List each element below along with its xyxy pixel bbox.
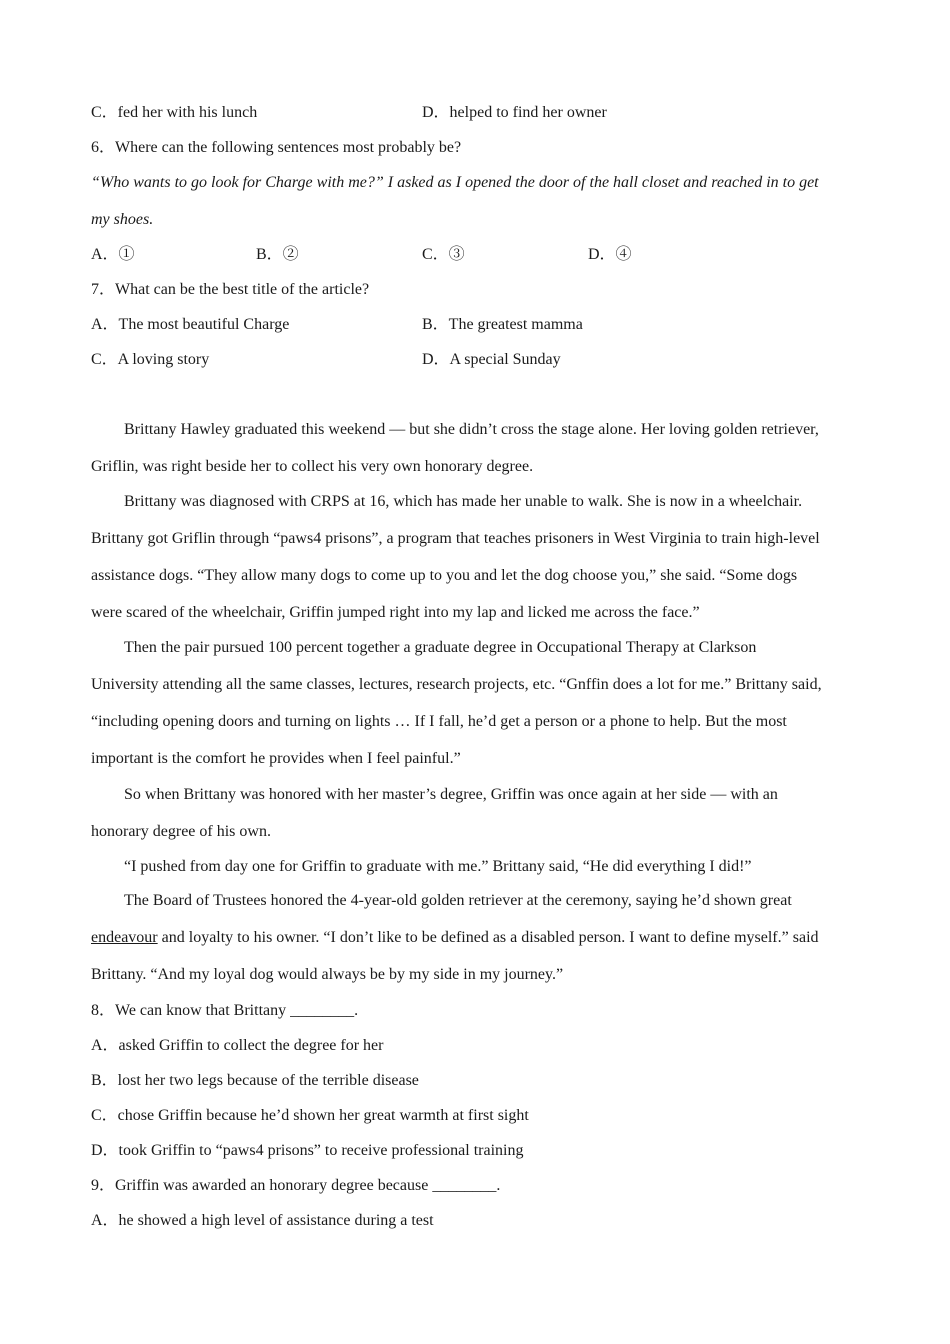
passage-p2-line-1: Brittany was diagnosed with CRPS at 16, which has made her unable to walk. She is now in a wheelchair.	[124, 493, 803, 510]
q5-option-d: D．helped to find her owner	[422, 104, 607, 121]
passage-p3-line-3: “including opening doors and turning on lights … If I fall, he’d get a person or a phone to help. But the most	[91, 713, 787, 730]
passage-p2-line-2: Brittany got Griflin through “paws4 prisons”, a program that teaches prisoners in West Virginia to train high-level	[91, 530, 820, 547]
passage-p2-line-4: were scared of the wheelchair, Griffin jumped right into my lap and licked me across the face.”	[91, 604, 700, 621]
passage-p4-line-1: So when Brittany was honored with her master’s degree, Griffin was once again at her side — with an	[124, 786, 778, 803]
passage-p6-line-2	[91, 928, 819, 948]
passage-p4-line-2: honorary degree of his own.	[91, 823, 271, 840]
passage-p2-line-3: assistance dogs. “They allow many dogs to come up to you and let the dog choose you,” she said. “Some dogs	[91, 567, 798, 584]
q6-option-d: D．④	[588, 246, 632, 263]
q5-option-c: C．fed her with his lunch	[91, 104, 258, 121]
q8-option-b: B．lost her two legs because of the terrible disease	[91, 1072, 419, 1089]
passage-p1-line-1: Brittany Hawley graduated this weekend — but she didn’t cross the stage alone. Her loving golden retriever,	[124, 421, 819, 438]
passage-p1-line-2: Griflin, was right beside her to collect his very own honorary degree.	[91, 458, 534, 475]
q6-quote-line-1: “Who wants to go look for Charge with me?” I asked as I opened the door of the hall closet and reached in to get	[91, 174, 819, 191]
q7-option-a: A．The most beautiful Charge	[91, 316, 290, 333]
passage-p3-line-4: important is the comfort he provides when I feel painful.”	[91, 750, 461, 767]
q7-option-b: B．The greatest mamma	[422, 316, 583, 333]
q7-stem: 7．What can be the best title of the article?	[91, 281, 370, 298]
q6-option-a: A．①	[91, 246, 135, 263]
q9-option-a: A．he showed a high level of assistance during a test	[91, 1212, 434, 1229]
q9-stem: 9．Griffin was awarded an honorary degree because ________.	[91, 1177, 501, 1194]
q7-option-c: C．A loving story	[91, 351, 210, 368]
passage-p6-line-3: Brittany. “And my loyal dog would always be by my side in my journey.”	[91, 966, 564, 983]
q6-quote-line-2: my shoes.	[91, 211, 154, 228]
underlined-word: endeavour	[91, 929, 158, 946]
q8-option-a: A．asked Griffin to collect the degree for her	[91, 1037, 384, 1054]
q6-option-b: B．②	[256, 246, 299, 263]
passage-p3-line-2: University attending all the same classes, lectures, research projects, etc. “Gnffin does a lot for me.” Brittany said,	[91, 676, 822, 693]
passage-p3-line-1: Then the pair pursued 100 percent together a graduate degree in Occupational Therapy at Clarkson	[124, 639, 757, 656]
q8-option-c: C．chose Griffin because he’d shown her great warmth at first sight	[91, 1107, 529, 1124]
passage-p6-line-2-rest: and loyalty to his owner. “I don’t like to be defined as a disabled person. I want to define myself.” said	[157, 929, 819, 946]
q6-stem: 6．Where can the following sentences most probably be?	[91, 139, 462, 156]
q8-option-d: D．took Griffin to “paws4 prisons” to receive professional training	[91, 1142, 524, 1159]
q7-option-d: D．A special Sunday	[422, 351, 561, 368]
q8-stem: 8．We can know that Brittany ________.	[91, 1002, 359, 1019]
passage-p6-line-1: The Board of Trustees honored the 4-year-old golden retriever at the ceremony, saying he’d shown great	[124, 892, 792, 909]
q6-option-c: C．③	[422, 246, 465, 263]
passage-p5-line-1: “I pushed from day one for Griffin to graduate with me.” Brittany said, “He did everything I did!”	[124, 858, 752, 875]
